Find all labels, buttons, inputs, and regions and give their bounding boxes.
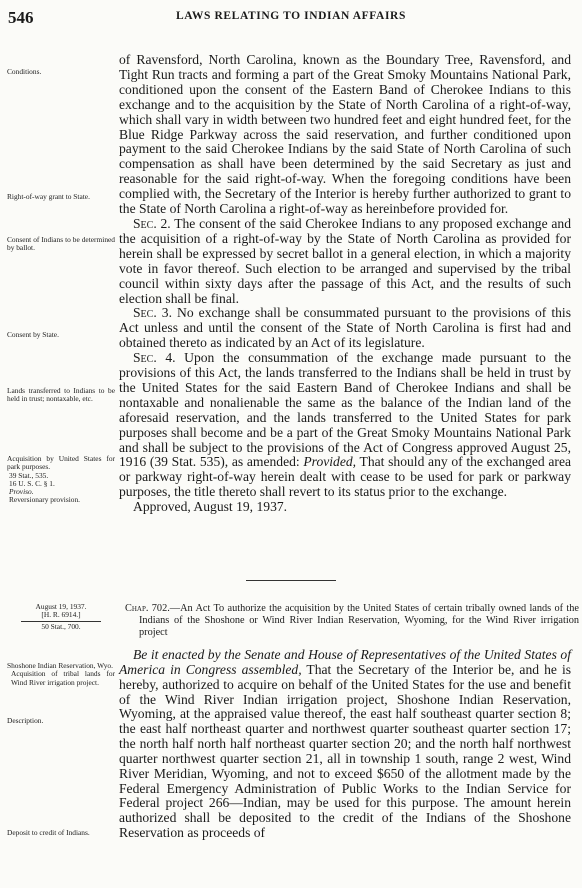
sec4-text-a: Upon the consummation of the exchange made pursuant to the provisions of this Act, the lands transferred to the Indians shall be held in trust by the United States for the said Eastern Band of Cherokee Indians and shall be nontaxable and nonalienable the same as the balance of the Indian land of the aforesaid reservation, and the lands transferred to the United States for park purposes shall become and be a part of the Great Smoky Mountains National Park and shall be subject to the provisions of the Act of Congress approved August 25, 1916 (39 Stat. 535), as amended: <box>119 350 571 470</box>
margin-note-consent-indians: Consent of Indians to be determined by ballot. <box>7 235 115 253</box>
section-3 <box>119 306 571 351</box>
margin-note-acquisition-park <box>7 455 115 505</box>
sec3-label: Sec. 3. <box>133 305 172 321</box>
margin-note-deposit: Deposit to credit of Indians. <box>7 828 90 837</box>
section-2 <box>119 217 571 306</box>
enact-italic: Be it enacted by the Senate and House of Representatives of the United States of America in Congress assembled, <box>119 647 571 677</box>
chapter-heading <box>125 603 579 640</box>
margin-note-conditions: Conditions. <box>7 67 42 76</box>
sec2-label: Sec. 2. <box>133 215 171 231</box>
proviso-note: Proviso. <box>9 487 34 497</box>
paragraph-conditions: of Ravensford, North Carolina, known as the Boundary Tree, Ravensford, and Tight Run tracts and forming a part of the Great Smoky Mountains National Park, conditioned upon the consent of the Eastern Band of Cherokee Indians to this exchange and to the acquisition by the State of North Carolina of a right-of-way, which shall vary in width between two hundred feet and eight hundred feet, for the Blue Ridge Parkway across the said reservation, and further conditioned upon payment to the said Cherokee Indians by the said State of North Carolina of such compensation as shall have been determined by the said Secretary as just and reasonable for the said right-of-way. When the foregoing conditions have been complied with, the Secretary of the Interior is hereby further authorized to grant to the State of North Carolina a right-of-way as hereinbefore provided for. <box>119 52 571 217</box>
enacting-clause <box>119 648 571 841</box>
chapter-title: —An Act To authorize the acquisition by the United States of certain tribally owned lands of the Indians of the Shoshone or Wind River Indian Reservation, Wyoming, for the Wind River irrigation project <box>139 603 579 639</box>
chap-date: August 19, 1937. <box>35 602 87 611</box>
margin-note-description: Description. <box>7 716 44 725</box>
margin-note-lands-transferred: Lands transferred to Indians to be held in trust; nontaxable, etc. <box>7 386 115 404</box>
page-number: 546 <box>8 8 34 27</box>
margin-note-right-of-way: Right-of-way grant to State. <box>7 192 90 201</box>
section-4 <box>119 351 571 500</box>
sec3-text: No exchange shall be consummated pursuant to the provisions of this Act unless and until the consent of the State of North Carolina is first had and obtained thereto as indicated by an Act of its legislature. <box>119 305 571 351</box>
stat-ref-1: 39 Stat., 535. <box>9 470 49 480</box>
acquisition-note: Acquisition by United States for park purposes. <box>7 454 115 472</box>
sec4-text-b: That should any of the exchanged area or parkway right-of-way herein dealt with cease to be used for park or parkway purposes, the title thereto shall revert to its status prior to the exchange. <box>119 454 572 500</box>
approved-line: Approved, August 19, 1937. <box>133 499 288 515</box>
page-header <box>8 8 574 26</box>
enact-text: That the Secretary of the Interior be, and he is hereby, authorized to acquire on behalf of the United States for the use and benefit of the Wind River Indian irrigation project, Shoshone Indian Reservation, Wyoming, at the appraised value thereof, the east half southeast quarter section 8; the east half northeast quarter and northwest quarter southeast quarter section 17; the north half north half northeast quarter section 20; and the north half northwest quarter northwest quarter section 21, all in township 1 south, range 2 west, Wind River Meridian, Wyoming, and not to exceed $650 of the allotment made by the Federal Emergency Administration of Public Works to the Indian Service for Federal project 266—Indian, may be used for this purpose. The amount herein authorized shall be deposited to the credit of the Indians of the Shoshone Reservation as proceeds of <box>119 661 572 841</box>
margin-note-consent-state: Consent by State. <box>7 330 59 339</box>
section-divider <box>246 580 336 581</box>
chap-bill: [H. R. 6914.] <box>41 610 81 620</box>
sec2-text: The consent of the said Cherokee Indians to any proposed exchange and the acquisition of a right-of-way by the State of North Carolina as provided for herein shall be expressed by secret ballot in a general election, in which a majority vote in favor thereof. Such election to be arranged and supervised by the tribal council within sixty days after the passage of this Act, and the results of such election shall be final. <box>119 215 571 306</box>
margin-note-chap-info <box>7 603 115 631</box>
main-text <box>119 53 571 515</box>
sec4-label: Sec. 4. <box>133 350 176 366</box>
chap-stat: 50 Stat., 700. <box>21 621 101 631</box>
sec4-provided: Provided, <box>303 454 357 470</box>
margin-note-shoshone <box>7 662 115 687</box>
chapter-label: Chap. 702. <box>125 603 170 614</box>
shoshone-note: Shoshone Indian Reservation, Wyo. <box>7 661 113 670</box>
enact-paragraph <box>119 648 571 841</box>
acquisition-tribal-note: Acquisition of tribal lands for Wind River irrigation project. <box>11 669 115 687</box>
running-title: LAWS RELATING TO INDIAN AFFAIRS <box>176 10 406 22</box>
reversionary-note: Reversionary provision. <box>9 495 81 505</box>
stat-ref-2: 16 U. S. C. § 1. <box>9 478 55 488</box>
